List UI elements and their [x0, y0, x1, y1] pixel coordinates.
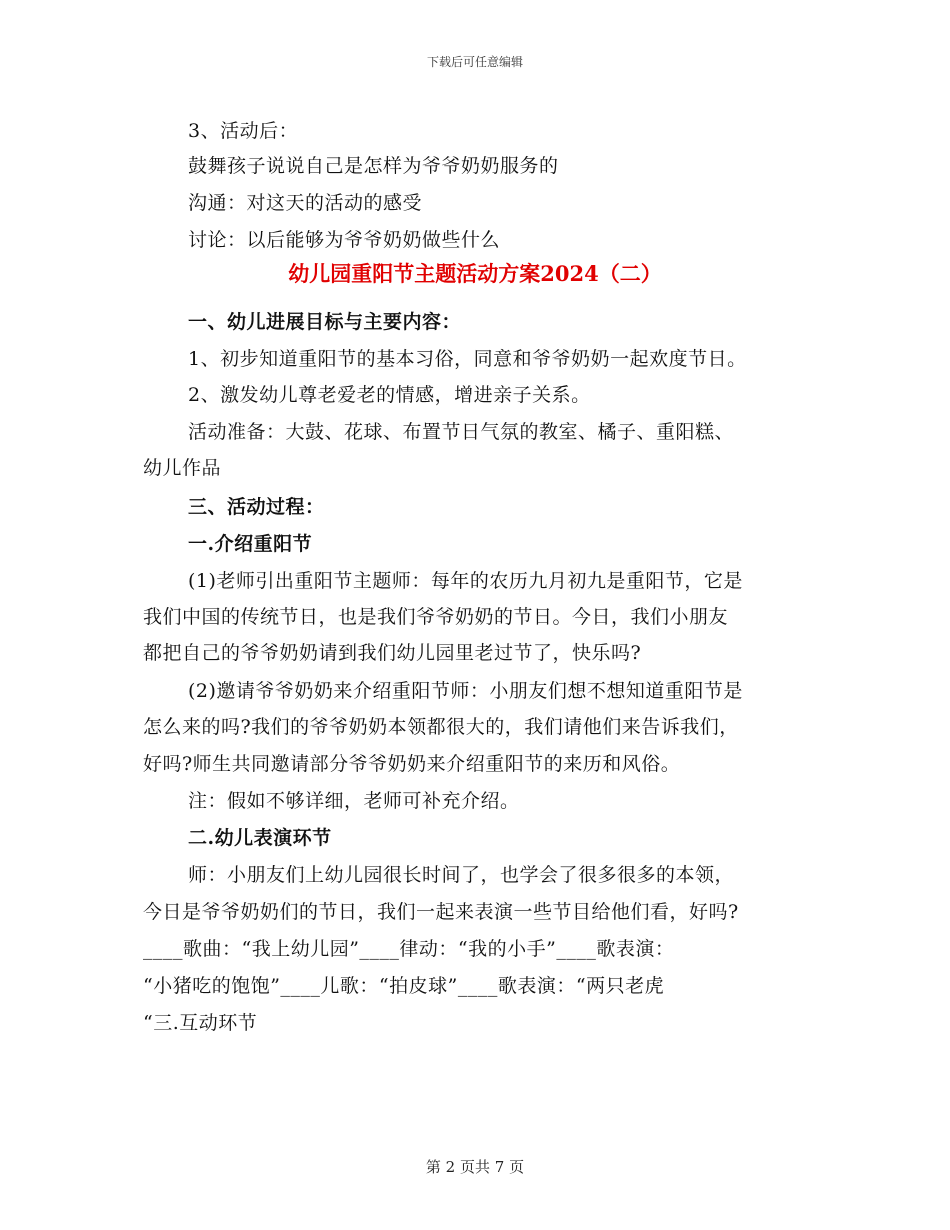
text-line: 师：小朋友们上幼儿园很长时间了，也学会了很多很多的本领， [188, 864, 735, 886]
text-line: 都把自己的爷爷奶奶请到我们幼儿园里老过节了，快乐吗? [143, 642, 642, 664]
text-line: 3、活动后： [188, 120, 299, 142]
text-line: 今日是爷爷奶奶们的节日，我们一起来表演一些节目给他们看，好吗? [143, 901, 739, 923]
section-heading: 一.介绍重阳节 [188, 533, 313, 555]
text-line: 怎么来的吗?我们的爷爷奶奶本领都很大的，我们请他们来告诉我们， [143, 716, 739, 738]
text-line: 1、初步知道重阳节的基本习俗，同意和爷爷奶奶一起欢度节日。 [188, 348, 747, 370]
text-line: (2)邀请爷爷奶奶来介绍重阳节师：小朋友们想不想知道重阳节是 [188, 680, 743, 702]
section-heading: 二.幼儿表演环节 [188, 827, 332, 849]
text-line: 沟通：对这天的活动的感受 [188, 192, 423, 214]
text-line: 我们中国的传统节日，也是我们爷爷奶奶的节日。今日，我们小朋友 [143, 606, 729, 628]
page-footer: 第 2 页共 7 页 [425, 1158, 525, 1176]
text-line: 鼓舞孩子说说自己是怎样为爷爷奶奶服务的 [188, 155, 559, 177]
text-line: 活动准备：大鼓、花球、布置节日气氛的教室、橘子、重阳糕、 [188, 421, 735, 443]
section-heading: 三、活动过程： [188, 496, 325, 518]
text-line: ____歌曲：“我上幼儿园”____律动：“我的小手”____歌表演： [143, 938, 675, 960]
text-line: 2、激发幼儿尊老爱老的情感，增进亲子关系。 [188, 384, 591, 406]
page-header: 下载后可任意编辑 [426, 55, 523, 69]
text-line: 幼儿作品 [143, 457, 222, 479]
text-line: (1)老师引出重阳节主题师：每年的农历九月初九是重阳节，它是 [188, 570, 743, 592]
text-line: 注：假如不够详细，老师可补充介绍。 [188, 790, 520, 812]
section-heading: 一、幼儿进展目标与主要内容： [188, 311, 462, 333]
text-line: “小猪吃的饱饱”____儿歌：“拍皮球”____歌表演：“两只老虎 [143, 975, 665, 997]
text-line: 讨论：以后能够为爷爷奶奶做些什么 [188, 229, 501, 251]
document-title: 幼儿园重阳节主题活动方案2024（二） [288, 261, 662, 286]
text-line: “三.互动环节 [143, 1012, 258, 1034]
text-line: 好吗?师生共同邀请部分爷爷奶奶来介绍重阳节的来历和风俗。 [143, 753, 681, 775]
